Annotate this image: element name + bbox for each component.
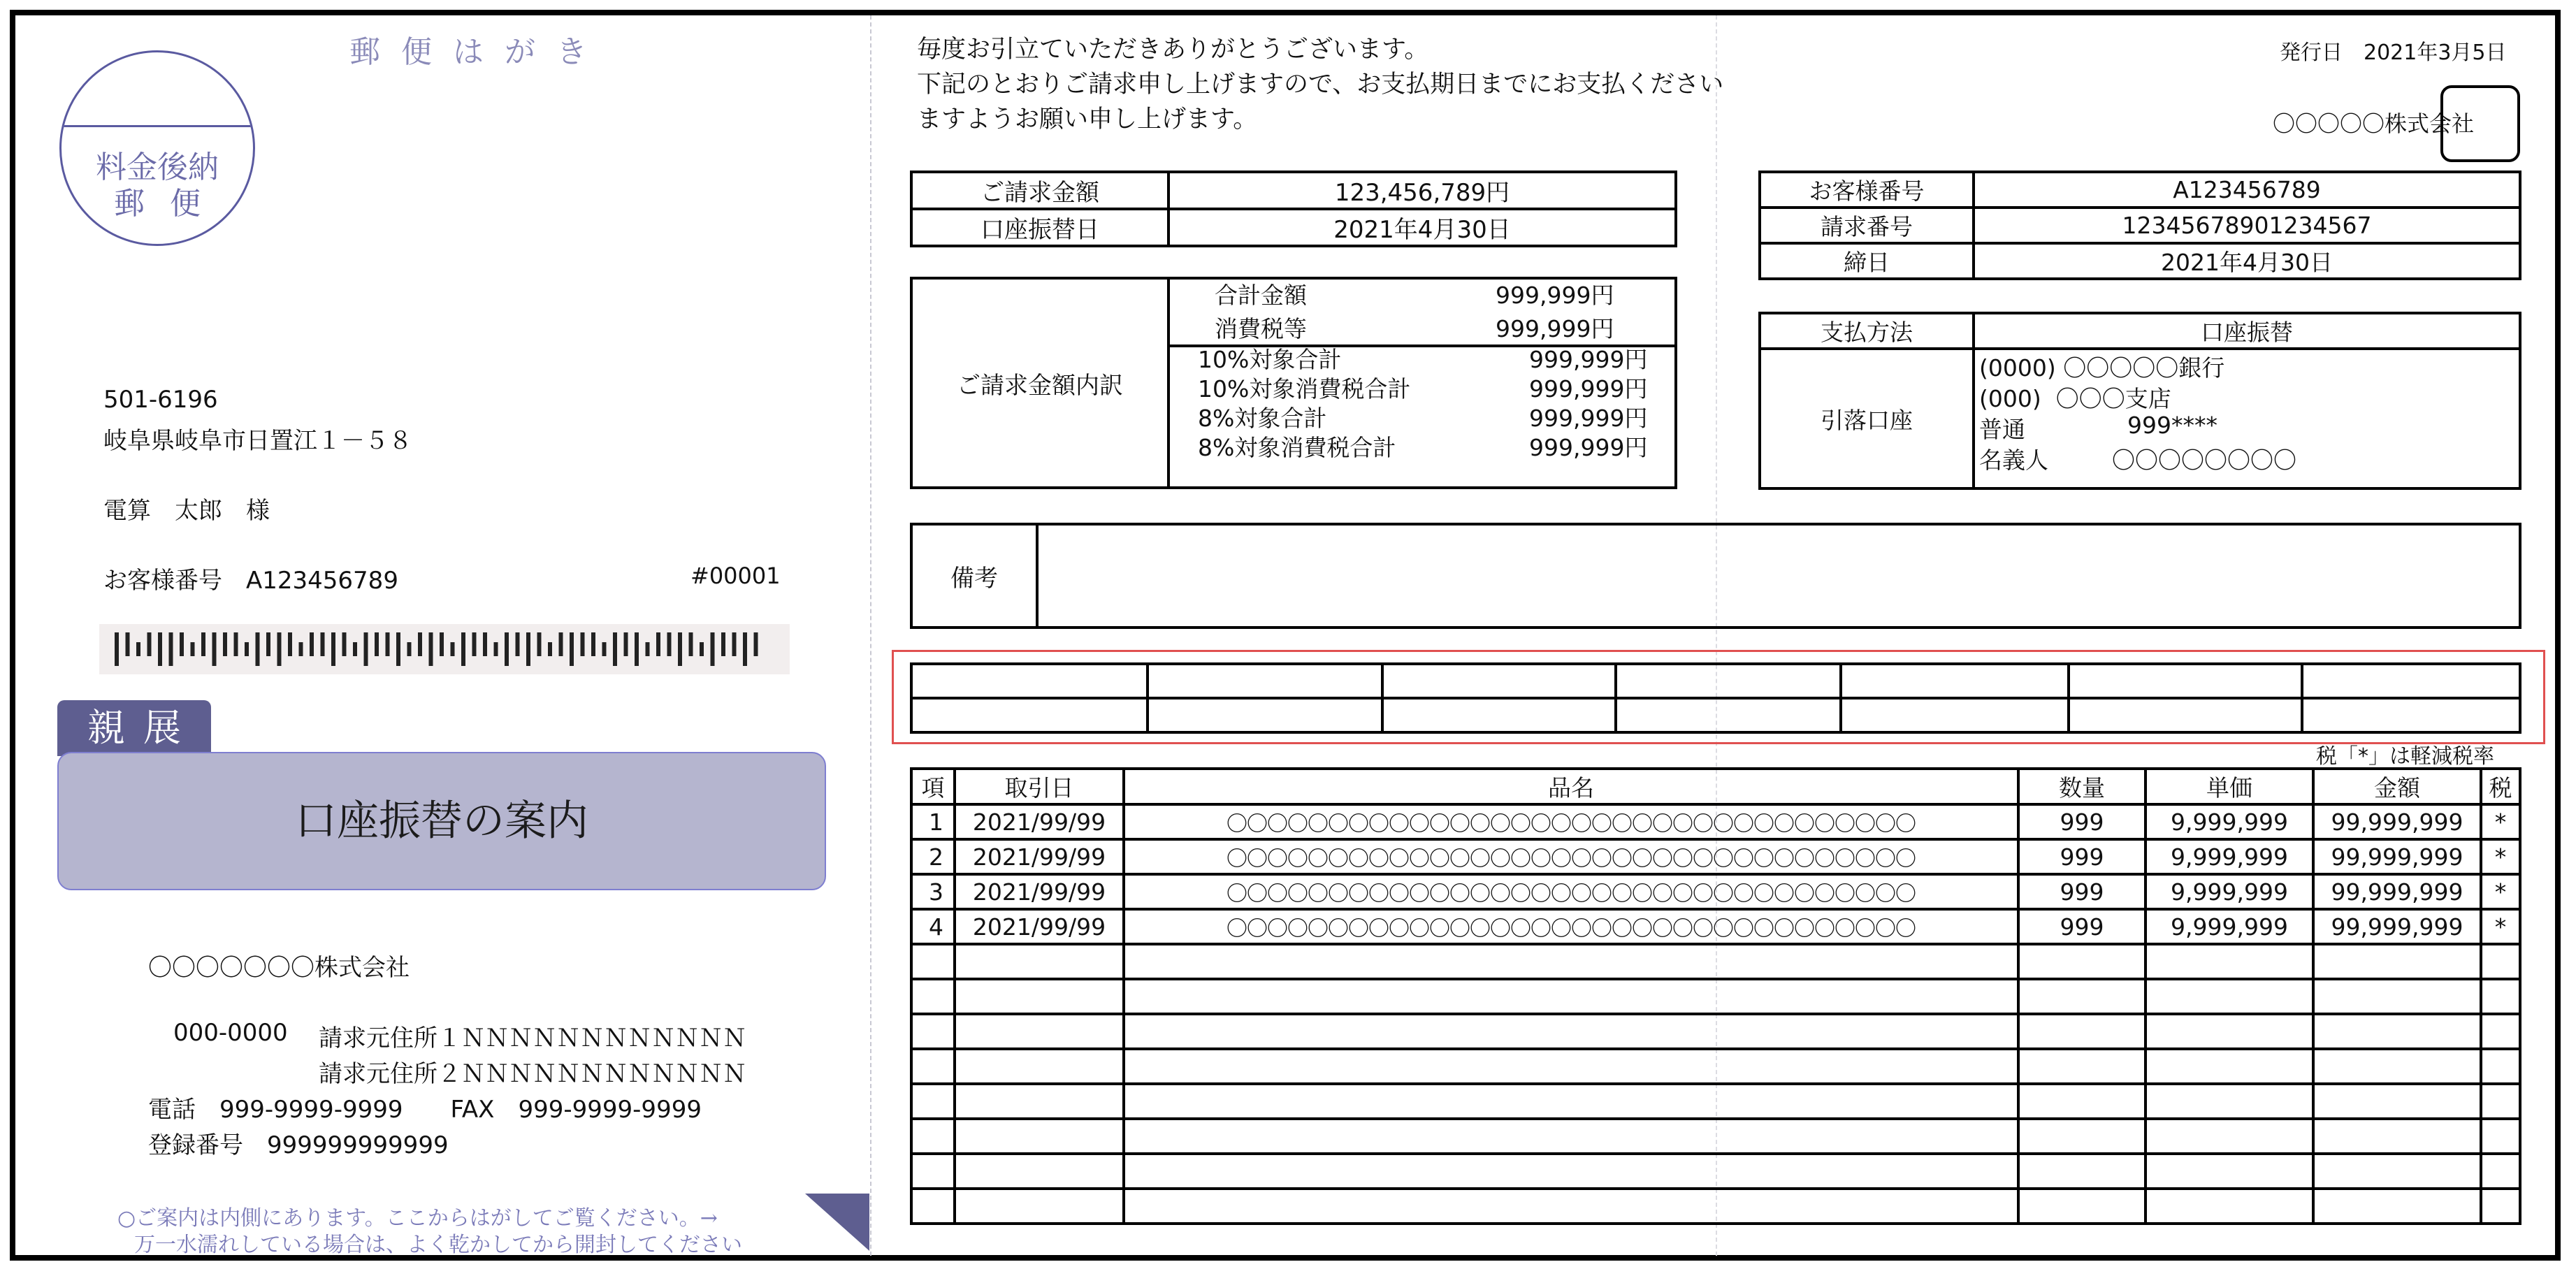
sender-company: 〇〇〇〇〇〇〇株式会社	[148, 954, 410, 982]
barcode-bar	[743, 632, 747, 666]
debit-account-label: 引落口座	[1760, 349, 1974, 488]
recipient-customer-number: お客様番号 A123456789	[103, 567, 398, 595]
empty-cell	[2481, 944, 2520, 979]
col-amount-cell: 99,999,999	[2313, 839, 2481, 874]
barcode-bar	[266, 632, 270, 656]
barcode-bar	[126, 632, 130, 656]
empty-cell	[1124, 1154, 2018, 1189]
sender-registration-number: 登録番号 999999999999	[148, 1131, 449, 1159]
postcard-title: 郵便はがき	[349, 34, 608, 70]
customer-number-label: お客様番号	[1760, 172, 1974, 208]
postage-stamp-mark	[59, 50, 255, 246]
account-number: 999****	[2127, 412, 2217, 439]
barcode-bar	[646, 642, 650, 656]
empty-cell	[1124, 1189, 2018, 1224]
col-unit-price-cell: 9,999,999	[2146, 839, 2313, 874]
breakdown-tax-value: 999,999円	[1496, 315, 1614, 342]
empty-cell	[2146, 1049, 2313, 1084]
col-qty-header: 数量	[2018, 769, 2146, 804]
sender-address-line2: 請求元住所２ＮＮＮＮＮＮＮＮＮＮＮＮ	[319, 1060, 746, 1088]
invoice-number-value: 12345678901234567	[1974, 208, 2520, 243]
empty-row	[911, 944, 2520, 979]
empty-cell	[2481, 1154, 2520, 1189]
barcode-bar	[223, 632, 227, 656]
barcode-bar	[136, 642, 140, 656]
sender-address-line1: 請求元住所１ＮＮＮＮＮＮＮＮＮＮＮＮ	[319, 1024, 746, 1052]
empty-cell	[2018, 1119, 2146, 1154]
barcode-bar	[191, 642, 195, 656]
barcode-bar	[234, 632, 238, 656]
barcode-bar	[526, 632, 530, 666]
barcode-bar	[277, 632, 282, 666]
breakdown-8pct-tax-label: 8%対象消費税合計	[1198, 434, 1396, 461]
empty-cell	[2018, 1014, 2146, 1049]
barcode-bar	[201, 632, 205, 656]
barcode-bar	[613, 632, 617, 666]
breakdown-label: ご請求金額内訳	[911, 278, 1168, 488]
col-date-cell: 2021/99/99	[955, 909, 1124, 944]
barcode-bar	[732, 632, 737, 656]
empty-cell	[1124, 1049, 2018, 1084]
col-date-cell: 2021/99/99	[955, 804, 1124, 839]
remarks-label: 備考	[911, 524, 1037, 628]
barcode-bar	[505, 632, 509, 666]
empty-cell	[2481, 1049, 2520, 1084]
col-qty-cell: 999	[2018, 909, 2146, 944]
col-qty-cell: 999	[2018, 804, 2146, 839]
col-item-cell: 〇〇〇〇〇〇〇〇〇〇〇〇〇〇〇〇〇〇〇〇〇〇〇〇〇〇〇〇〇〇〇〇〇〇	[1124, 804, 2018, 839]
barcode-bar	[656, 632, 660, 656]
col-no-cell: 1	[911, 804, 955, 839]
barcode-bar	[256, 632, 260, 666]
barcode-bar	[624, 632, 628, 656]
empty-cell	[2481, 979, 2520, 1014]
col-tax-cell: *	[2481, 804, 2520, 839]
empty-cell	[2018, 1154, 2146, 1189]
empty-cell	[2481, 1189, 2520, 1224]
amount-label: ご請求金額	[911, 172, 1168, 209]
water-damage-note: 万一水濡れしている場合は、よく乾かしてから開封してください	[134, 1233, 742, 1257]
breakdown-8pct-tax-value: 999,999円	[1529, 434, 1648, 461]
table-row	[911, 839, 2520, 874]
barcode-bar	[602, 642, 607, 656]
barcode-bar	[591, 632, 595, 656]
serial-number: #00001	[690, 563, 781, 589]
barcode-bar	[516, 632, 520, 656]
breakdown-total-value: 999,999円	[1496, 282, 1614, 309]
barcode-bar	[386, 632, 390, 656]
barcode-bar	[451, 642, 455, 656]
barcode-bar	[158, 632, 162, 666]
empty-cell	[2481, 1084, 2520, 1119]
perforation-line	[870, 15, 871, 1256]
transfer-date-value: 2021年4月30日	[1168, 209, 1676, 246]
table-row	[911, 874, 2520, 909]
debit-account-cell	[1974, 349, 2520, 488]
empty-cell	[2313, 1049, 2481, 1084]
bank-name: (0000) 〇〇〇〇〇銀行	[1979, 354, 2225, 382]
col-amount-cell: 99,999,999	[2313, 804, 2481, 839]
closing-date-value: 2021年4月30日	[1974, 243, 2520, 279]
empty-row	[911, 1084, 2520, 1119]
barcode-bar	[537, 632, 542, 656]
greeting-line2: 下記のとおりご請求申し上げますので、お支払期日までにお支払ください	[917, 71, 1724, 99]
empty-cell	[911, 979, 955, 1014]
empty-cell	[911, 1049, 955, 1084]
col-no-cell: 3	[911, 874, 955, 909]
empty-cell	[2018, 1049, 2146, 1084]
col-amount-cell: 99,999,999	[2313, 874, 2481, 909]
breakdown-8pct-label: 8%対象合計	[1198, 405, 1327, 432]
empty-cell	[955, 1049, 1124, 1084]
col-no-cell: 4	[911, 909, 955, 944]
empty-cell	[955, 979, 1124, 1014]
sender-phone-fax: 電話 999-9999-9999 FAX 999-9999-9999	[148, 1096, 702, 1124]
barcode-bar	[483, 632, 487, 656]
company-seal-box	[2440, 85, 2520, 162]
barcode-bar	[494, 642, 498, 656]
empty-cell	[2018, 1084, 2146, 1119]
barcode-bar	[364, 632, 368, 666]
col-qty-cell: 999	[2018, 839, 2146, 874]
barcode-bar	[288, 632, 292, 656]
breakdown-10pct-tax-label: 10%対象消費税合計	[1198, 375, 1411, 403]
empty-cell	[2481, 1119, 2520, 1154]
empty-cell	[911, 1154, 955, 1189]
line-items-table	[910, 767, 2521, 1225]
amount-value: 123,456,789円	[1168, 172, 1676, 209]
barcode-bar	[570, 632, 574, 666]
barcode-bar	[375, 632, 379, 656]
amount-table	[910, 171, 1677, 247]
highlight-box	[892, 650, 2545, 744]
col-date-cell: 2021/99/99	[955, 874, 1124, 909]
empty-cell	[2018, 1189, 2146, 1224]
breakdown-tax-label: 消費税等	[1215, 315, 1307, 342]
col-no-header: 項	[911, 769, 955, 804]
breakdown-total-label: 合計金額	[1215, 282, 1307, 309]
customer-barcode	[99, 624, 790, 674]
empty-cell	[911, 944, 955, 979]
empty-cell	[955, 1189, 1124, 1224]
barcode-bar	[548, 642, 552, 656]
empty-cell	[2018, 979, 2146, 1014]
empty-cell	[911, 1014, 955, 1049]
breakdown-10pct-value: 999,999円	[1529, 346, 1648, 373]
reduced-tax-note: 税「*」は軽減税率	[2316, 744, 2494, 769]
barcode-bar	[461, 632, 465, 666]
account-holder-label: 名義人	[1979, 447, 2048, 474]
table-row	[911, 909, 2520, 944]
barcode-bar	[396, 632, 400, 666]
issue-date: 発行日 2021年3月5日	[2280, 41, 2507, 65]
breakdown-10pct-label: 10%対象合計	[1198, 346, 1342, 373]
payment-method-label: 支払方法	[1760, 313, 1974, 349]
barcode-bar	[711, 632, 715, 666]
stamp-line1: 料金後納	[96, 150, 219, 185]
empty-cell	[2018, 944, 2146, 979]
empty-cell	[2313, 1084, 2481, 1119]
empty-cell	[955, 1154, 1124, 1189]
barcode-bar	[342, 632, 347, 656]
barcode-bar	[678, 632, 682, 666]
barcode-bar	[635, 632, 639, 666]
barcode-bar	[331, 632, 335, 666]
greeting-line3: ますようお願い申し上げます。	[917, 106, 1258, 133]
greeting-line1: 毎度お引立ていただきありがとうございます。	[917, 36, 1429, 64]
empty-cell	[1124, 944, 2018, 979]
barcode-bar	[321, 632, 325, 656]
empty-cell	[1124, 1014, 2018, 1049]
empty-cell	[2313, 944, 2481, 979]
empty-cell	[955, 1084, 1124, 1119]
col-amount-header: 金額	[2313, 769, 2481, 804]
empty-cell	[955, 1119, 1124, 1154]
table-row	[911, 804, 2520, 839]
empty-cell	[955, 944, 1124, 979]
barcode-bar	[581, 632, 585, 656]
peel-arrow-icon	[805, 1194, 869, 1254]
empty-cell	[911, 1119, 955, 1154]
confidential-badge: 親展	[57, 700, 211, 756]
payment-method-value: 口座振替	[1974, 313, 2520, 349]
branch-name: (000) 〇〇〇支店	[1979, 385, 2171, 412]
col-tax-cell: *	[2481, 839, 2520, 874]
empty-cell	[911, 1084, 955, 1119]
recipient-address: 岐阜県岐阜市日置江１－５８	[103, 427, 412, 455]
barcode-bar	[700, 642, 704, 656]
remarks-table	[910, 523, 2521, 629]
empty-cell	[2146, 1154, 2313, 1189]
col-date-cell: 2021/99/99	[955, 839, 1124, 874]
sender-postal-code: 000-0000	[173, 1019, 288, 1047]
barcode-bar	[559, 632, 563, 656]
remarks-content	[1037, 524, 2520, 628]
barcode-bar	[472, 632, 477, 656]
col-date-header: 取引日	[955, 769, 1124, 804]
recipient-name: 電算 太郎 様	[103, 497, 270, 525]
col-qty-cell: 999	[2018, 874, 2146, 909]
col-unit-price-header: 単価	[2146, 769, 2313, 804]
empty-cell	[2313, 1119, 2481, 1154]
col-unit-price-cell: 9,999,999	[2146, 909, 2313, 944]
account-type: 普通	[1979, 416, 2025, 443]
col-unit-price-cell: 9,999,999	[2146, 804, 2313, 839]
barcode-bar	[299, 642, 303, 656]
barcode-bar	[169, 632, 173, 666]
empty-cell	[2146, 944, 2313, 979]
barcode-bar	[115, 632, 119, 666]
empty-cell	[2481, 1014, 2520, 1049]
empty-cell	[2146, 1014, 2313, 1049]
barcode-bar	[147, 632, 152, 656]
empty-row	[911, 1189, 2520, 1224]
postal-code: 501-6196	[103, 386, 218, 414]
account-holder-value: 〇〇〇〇〇〇〇〇	[2112, 447, 2296, 474]
barcode-bar	[212, 632, 217, 666]
barcode-bar	[245, 642, 249, 656]
barcode-bar	[440, 632, 444, 656]
empty-row	[911, 1014, 2520, 1049]
transfer-date-label: 口座振替日	[911, 209, 1168, 246]
empty-row	[911, 1119, 2520, 1154]
col-item-cell: 〇〇〇〇〇〇〇〇〇〇〇〇〇〇〇〇〇〇〇〇〇〇〇〇〇〇〇〇〇〇〇〇〇〇	[1124, 839, 2018, 874]
col-tax-header: 税	[2481, 769, 2520, 804]
issuer-company: 〇〇〇〇〇株式会社	[2273, 110, 2475, 137]
empty-cell	[2146, 1119, 2313, 1154]
barcode-bar	[180, 632, 184, 656]
payment-table	[1758, 312, 2521, 490]
breakdown-8pct-value: 999,999円	[1529, 405, 1648, 432]
barcode-bar	[689, 632, 693, 656]
barcode-bar	[667, 632, 672, 656]
empty-row	[911, 1049, 2520, 1084]
empty-cell	[955, 1014, 1124, 1049]
barcode-bar	[418, 632, 422, 656]
empty-cell	[2146, 1189, 2313, 1224]
barcode-bar	[353, 642, 357, 656]
empty-cell	[1124, 1084, 2018, 1119]
barcode-bar	[429, 632, 433, 666]
col-amount-cell: 99,999,999	[2313, 909, 2481, 944]
customer-info-table	[1758, 171, 2521, 280]
empty-cell	[2146, 979, 2313, 1014]
col-tax-cell: *	[2481, 909, 2520, 944]
peel-instruction-note: ○ご案内は内側にあります。ここからはがしてご覧ください。→	[117, 1206, 718, 1231]
empty-cell	[2146, 1084, 2313, 1119]
col-item-header: 品名	[1124, 769, 2018, 804]
closing-date-label: 締日	[1760, 243, 1974, 279]
empty-cell	[1124, 979, 2018, 1014]
empty-cell	[2313, 979, 2481, 1014]
guide-title-banner: 口座振替の案内	[57, 752, 826, 890]
empty-cell	[2313, 1154, 2481, 1189]
col-unit-price-cell: 9,999,999	[2146, 874, 2313, 909]
barcode-bar	[754, 632, 758, 656]
barcode-bar	[407, 642, 412, 656]
col-item-cell: 〇〇〇〇〇〇〇〇〇〇〇〇〇〇〇〇〇〇〇〇〇〇〇〇〇〇〇〇〇〇〇〇〇〇	[1124, 874, 2018, 909]
empty-cell	[2313, 1014, 2481, 1049]
col-no-cell: 2	[911, 839, 955, 874]
empty-cell	[2313, 1189, 2481, 1224]
invoice-number-label: 請求番号	[1760, 208, 1974, 243]
customer-number-value: A123456789	[1974, 172, 2520, 208]
barcode-bar	[310, 632, 314, 656]
barcode-bar	[721, 632, 725, 656]
empty-row	[911, 1154, 2520, 1189]
empty-cell	[1124, 1119, 2018, 1154]
stamp-line2: 郵便	[114, 186, 226, 222]
empty-row	[911, 979, 2520, 1014]
empty-cell	[911, 1189, 955, 1224]
breakdown-10pct-tax-value: 999,999円	[1529, 375, 1648, 403]
col-tax-cell: *	[2481, 874, 2520, 909]
col-item-cell: 〇〇〇〇〇〇〇〇〇〇〇〇〇〇〇〇〇〇〇〇〇〇〇〇〇〇〇〇〇〇〇〇〇〇	[1124, 909, 2018, 944]
